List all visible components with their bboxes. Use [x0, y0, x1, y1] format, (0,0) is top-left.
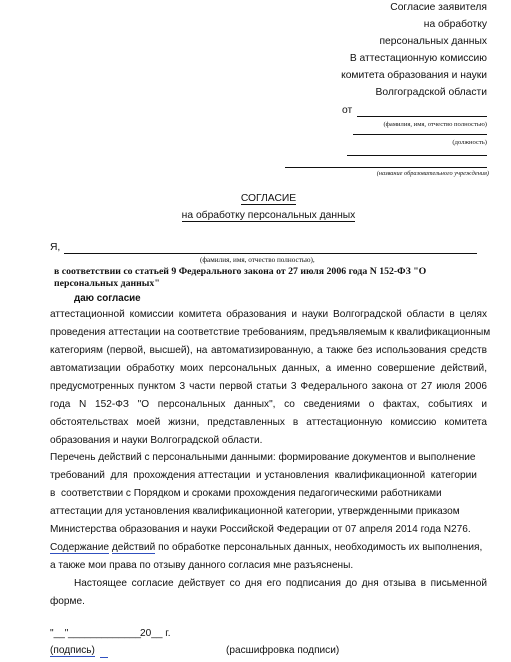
paragraph-2-line-2: требований для прохождения аттестации и установления квалификационной категории: [50, 470, 477, 481]
consent-statement: даю согласие: [74, 293, 141, 304]
date-year: 20__ г.: [140, 628, 171, 639]
paragraph-1-line-3: категориям (первой, высшей), на автоматизированную, а также без использования средств: [50, 345, 487, 356]
header-line-blank: [353, 134, 487, 135]
header-position-caption: (должность): [452, 139, 487, 146]
date-line: _____________: [68, 628, 141, 639]
word-content: Содержание: [50, 542, 109, 553]
document-subtitle: [0, 210, 511, 221]
date-quote: "__": [50, 628, 69, 639]
paragraph-4-line-1: Настоящее согласие действует со дня его подписания до дня отзыва в письменной: [74, 578, 487, 589]
document-title: [0, 193, 511, 204]
signature-label: [50, 645, 95, 656]
signature-caption: (подпись): [50, 645, 95, 656]
decode-label: (расшифровка подписи): [226, 645, 340, 656]
word-actions: действий: [111, 542, 156, 553]
paragraph-2-line-1: Перечень действий с персональными данными: формирование документов и выполнение: [50, 452, 476, 463]
header-org-caption: (название образовательного учреждения): [376, 170, 489, 177]
paragraph-1-line-8: образования и науки Волгоградской области.: [50, 435, 263, 446]
paragraph-3-rest: по обработке персональных данных, необходимость их выполнения,: [155, 542, 483, 553]
header-org-line: [285, 167, 487, 168]
paragraph-1-line-1: аттестационной комиссии комитета образования и науки Волгоградской области в целях: [50, 309, 487, 320]
applicant-fio-caption: (фамилия, имя, отчество полностью),: [200, 256, 315, 264]
paragraph-4-line-2: форме.: [50, 596, 85, 607]
applicant-fio-line: [64, 253, 477, 254]
paragraph-3-line-1: [50, 542, 482, 553]
paragraph-1-line-2: проведения аттестации на соответствие требованиям, предъявляемым к квалификационным: [50, 327, 491, 338]
paragraph-2-line-4: аттестации для установления квалификационной категории, утвержденными приказом: [50, 506, 460, 517]
paragraph-2-line-3: в соответствии с Порядком и сроками прохождения педагогическими работниками: [50, 488, 442, 499]
header-line-3: персональных данных: [379, 36, 487, 47]
paragraph-1-line-7: обстоятельствах моей жизни, представленных в аттестационную комиссию комитета: [50, 417, 487, 428]
header-line-4: В аттестационную комиссию: [349, 53, 487, 64]
law-line-2: персональных данных": [54, 278, 160, 289]
header-line-2: на обработку: [423, 19, 487, 30]
law-line-1: в соответствии со статьей 9 Федерального закона от 27 июля 2006 года N 152-ФЗ "О: [54, 266, 427, 277]
header-fio-caption: (фамилия, имя, отчество полностью): [383, 121, 487, 128]
header-fio-line: [357, 116, 487, 117]
paragraph-2-line-5: Министерства образования и науки Российской Федерации от 07 апреля 2014 года N276.: [50, 524, 471, 535]
header-line-6: Волгоградской области: [375, 87, 487, 98]
paragraph-1-line-5: предусмотренных пунктом 3 части первой статьи 3 Федерального закона от 27 июля 2006: [50, 381, 487, 392]
title-line-1: СОГЛАСИЕ: [240, 193, 297, 204]
paragraph-1-line-6: года N 152-ФЗ "О персональных данных", со сведениями о фактах, событиях и: [50, 399, 487, 410]
title-line-2: на обработку персональных данных: [181, 210, 356, 221]
header-position-line: [347, 155, 487, 156]
signature-underline: [100, 657, 108, 658]
header-line-5: комитета образования и науки: [341, 70, 487, 81]
header-from-label: от: [342, 105, 353, 116]
paragraph-3-line-2: а также мои права по отзыву данного согласия мне разъяснены.: [50, 560, 354, 571]
header-line-1: Согласие заявителя: [390, 2, 487, 13]
applicant-prefix: Я,: [50, 242, 61, 253]
paragraph-1-line-4: автоматизации обработку моих персональных данных, а именно совершение действий,: [50, 363, 487, 374]
